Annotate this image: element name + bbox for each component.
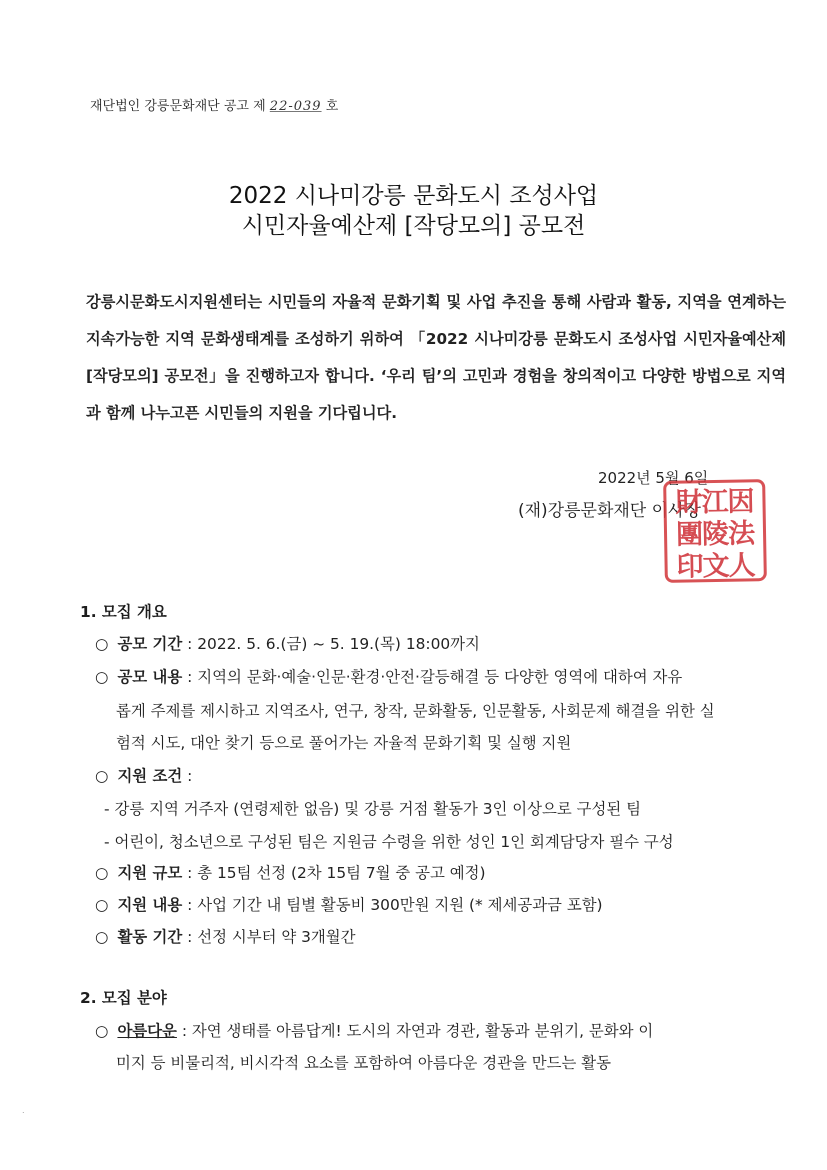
item-continuation: 롭게 주제를 제시하고 지역조사, 연구, 창작, 문화활동, 인문활동, 사회문제 해결을 위한 실 xyxy=(116,702,715,720)
item-text: : 2022. 5. 6.(금) ~ 5. 19.(목) 18:00까지 xyxy=(182,635,480,653)
circle-bullet-icon: ○ xyxy=(95,1022,109,1040)
seal-line: 印文人 xyxy=(676,550,755,583)
item-text: : xyxy=(182,767,193,785)
issuer-name: (재)강릉문화재단 이사장 xyxy=(518,501,701,521)
seal-line: 財江因 xyxy=(675,486,754,519)
notice-number: 22-039 xyxy=(269,99,322,114)
circle-bullet-icon: ○ xyxy=(95,635,109,653)
page-title-line-1: 2022 시나미강릉 문화도시 조성사업 xyxy=(228,183,599,209)
item-label: 공모 기간 xyxy=(117,635,183,653)
list-item-period xyxy=(95,632,480,654)
item-continuation: 험적 시도, 대안 찾기 등으로 풀어가는 자율적 문화기획 및 실행 지원 xyxy=(116,734,572,752)
intro-paragraph: 강릉시문화도시지원센터는 시민들의 자율적 문화기획 및 사업 추진을 통해 사람과 활동, 지역을 연계하는 지속가능한 지역 문화생태계를 조성하기 위하여 「2022 시나미강릉 문화도시 조성사업 시민자율예산제 [작당모의] 공모전」을 진행하고자 합니다. ‘우리 팀’의 고민과 경험을 창의적이고 다양한 방법으로 지역과 함께 나누고픈 시민들의 지원을 기다립니다. xyxy=(86,293,786,422)
item-text: : 선정 시부터 약 3개월간 xyxy=(182,928,356,946)
list-item-beautiful xyxy=(95,1019,653,1041)
list-item-scale xyxy=(95,861,486,883)
circle-bullet-icon: ○ xyxy=(95,767,109,785)
item-text: : 자연 생태를 아름답게! 도시의 자연과 경관, 활동과 분위기, 문화와 이 xyxy=(176,1022,654,1040)
issue-date: 2022년 5월 6일 xyxy=(598,469,709,487)
list-item-content xyxy=(95,665,682,687)
notice-prefix: 재단법인 강릉문화재단 공고 제 xyxy=(90,99,266,114)
item-continuation: 미지 등 비물리적, 비시각적 요소를 포함하여 아름다운 경관을 만드는 활동 xyxy=(116,1054,611,1072)
item-label: 아름다운 xyxy=(117,1022,177,1040)
page-title-line-2: 시민자율예산제 [작당모의] 공모전 xyxy=(241,213,586,239)
section-1-heading: 1. 모집 개요 xyxy=(80,603,167,621)
list-item-support xyxy=(95,893,603,915)
list-item-activity-period xyxy=(95,925,356,947)
item-label: 지원 조건 xyxy=(117,767,183,785)
official-seal-stamp xyxy=(663,479,767,583)
notice-number-line xyxy=(90,95,338,114)
sub-condition: - 강릉 지역 거주자 (연령제한 없음) 및 강릉 거점 활동가 3인 이상으로 구성된 팀 xyxy=(104,800,641,818)
section-2-heading: 2. 모집 분야 xyxy=(80,989,167,1007)
sub-condition: - 어린이, 청소년으로 구성된 팀은 지원금 수령을 위한 성인 1인 회계담당자 필수 구성 xyxy=(104,833,674,851)
list-item-eligibility xyxy=(95,764,192,786)
item-label: 활동 기간 xyxy=(117,928,183,946)
seal-line: 團陵法 xyxy=(675,518,755,551)
item-text: : 총 15팀 선정 (2차 15팀 7월 중 공고 예정) xyxy=(182,864,486,882)
circle-bullet-icon: ○ xyxy=(95,864,109,882)
item-text: : 지역의 문화·예술·인문·환경·안전·갈등해결 등 다양한 영역에 대하여 자유 xyxy=(182,668,683,686)
item-label: 지원 규모 xyxy=(117,864,183,882)
circle-bullet-icon: ○ xyxy=(95,668,109,686)
item-label: 공모 내용 xyxy=(117,668,183,686)
item-label: 지원 내용 xyxy=(117,896,183,914)
item-text: : 사업 기간 내 팀별 활동비 300만원 지원 (* 제세공과금 포함) xyxy=(182,896,603,914)
circle-bullet-icon: ○ xyxy=(95,928,109,946)
scan-mark: . xyxy=(22,1106,25,1115)
notice-suffix: 호 xyxy=(325,99,339,114)
circle-bullet-icon: ○ xyxy=(95,896,109,914)
